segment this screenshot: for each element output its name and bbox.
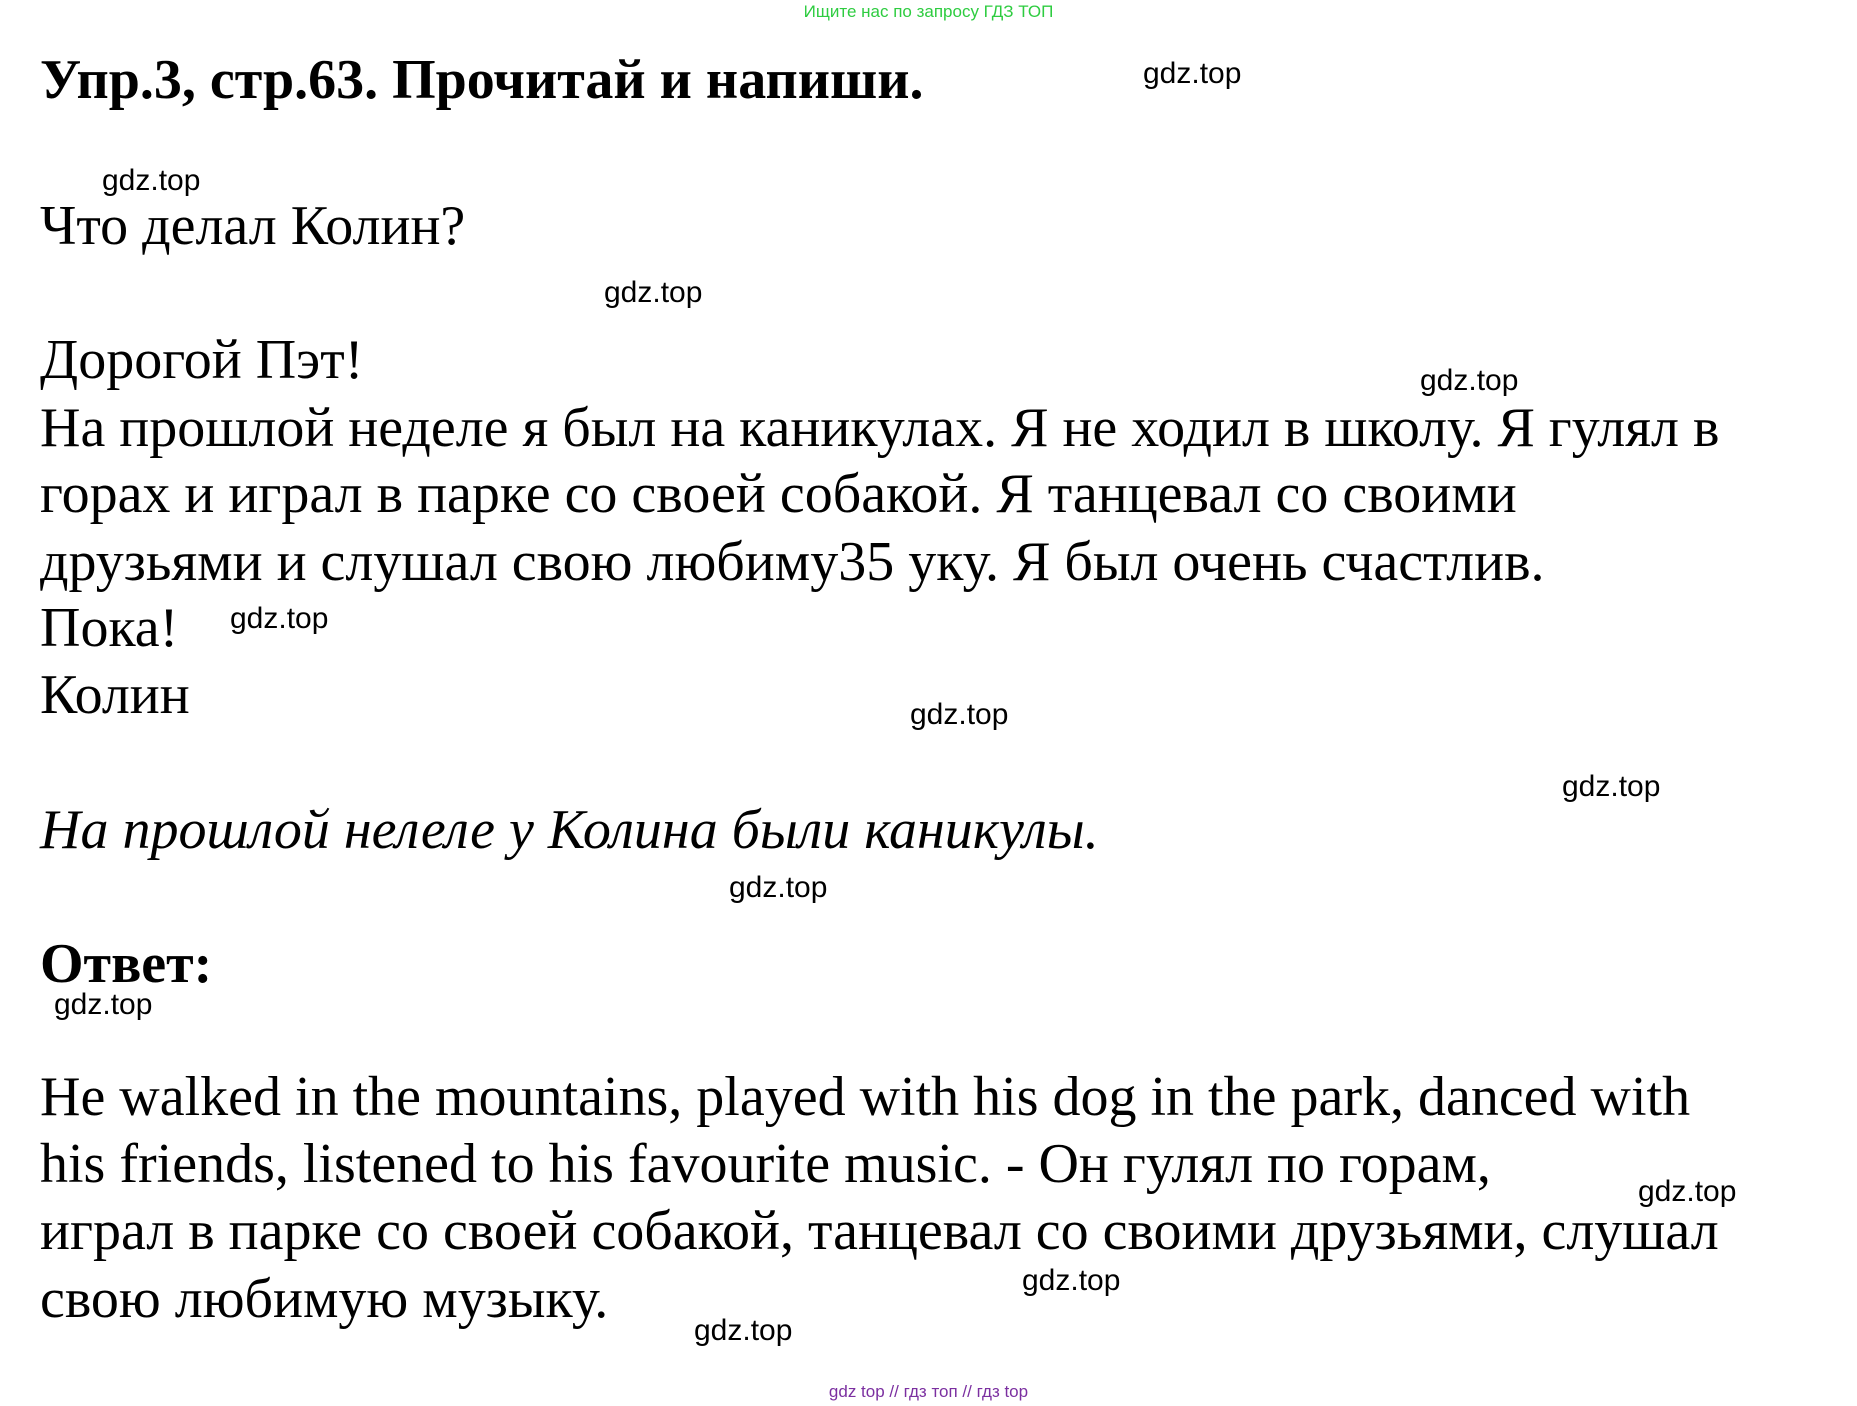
letter-signature: Колин [40, 664, 190, 726]
watermark: gdz.top [102, 164, 201, 197]
letter-farewell: Пока! [40, 597, 179, 659]
watermark: gdz.top [1638, 1175, 1737, 1208]
watermark: gdz.top [1022, 1264, 1121, 1297]
letter-line: На прошлой неделе я был на каникулах. Я не ходил в школу. Я гулял в [40, 397, 1720, 459]
watermark: gdz.top [604, 276, 703, 309]
watermark: gdz.top [1562, 770, 1661, 803]
answer-line: свою любимую музыку. [40, 1268, 609, 1330]
watermark: gdz.top [230, 602, 329, 635]
answer-heading: Ответ: [40, 933, 213, 995]
watermark: gdz.top [54, 988, 153, 1021]
letter-line: горах и играл в парке со своей собакой. Я танцевал со своими [40, 463, 1517, 525]
question-text: Что делал Колин? [40, 195, 466, 257]
watermark: gdz.top [729, 871, 828, 904]
letter-greeting: Дорогой Пэт! [40, 329, 364, 391]
watermark: gdz.top [910, 698, 1009, 731]
exercise-title: Упр.3, стр.63. Прочитай и напиши. [40, 49, 924, 111]
bottom-banner: gdz top // гдз топ // гдз top [828, 1382, 1029, 1401]
answer-line: играл в парке со своей собакой, танцевал со своими друзьями, слушал [40, 1200, 1719, 1262]
watermark: gdz.top [1420, 364, 1519, 397]
example-sentence: На прошлой нелеле у Колина были каникулы. [40, 799, 1099, 861]
letter-line: друзьями и слушал свою любиму35 уку. Я был очень счастлив. [40, 531, 1545, 593]
top-banner: Ищите нас по запросу ГДЗ ТОП [803, 2, 1054, 21]
answer-line: He walked in the mountains, played with his dog in the park, danced with [40, 1066, 1691, 1128]
answer-line: his friends, listened to his favourite music. - Он гулял по горам, [40, 1133, 1491, 1195]
watermark: gdz.top [1143, 57, 1242, 90]
watermark: gdz.top [694, 1314, 793, 1347]
